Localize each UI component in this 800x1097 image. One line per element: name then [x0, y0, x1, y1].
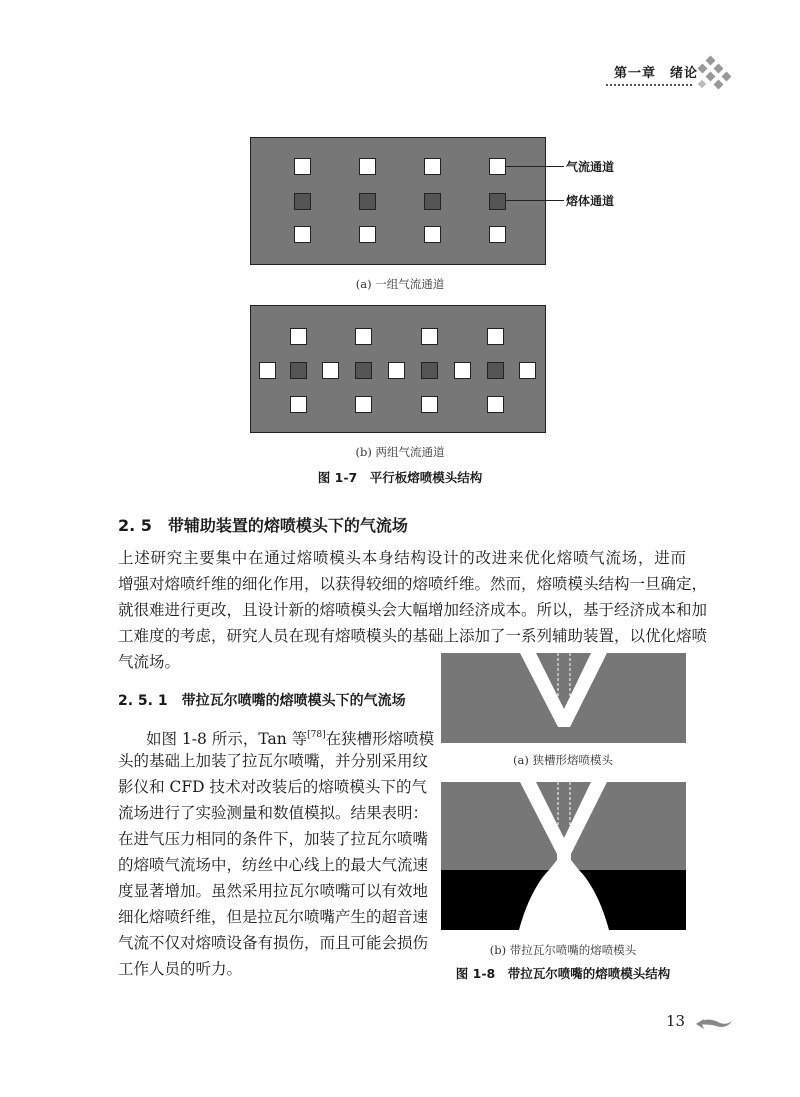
paragraph-line: 工难度的考虑，研究人员在现有熔喷模头的基础上添加了一系列辅助装置，以优化熔喷	[118, 627, 708, 645]
air-channel	[355, 396, 372, 413]
header-dotted-rule	[606, 84, 692, 86]
figure-1-7a-die-panel	[250, 137, 546, 265]
air-channel	[487, 396, 504, 413]
air-channel	[519, 362, 536, 379]
paragraph-line: 增强对熔喷纤维的细化作用，以获得较细的熔喷纤维。然而，熔喷模头结构一旦确定，	[118, 575, 708, 593]
air-channel	[489, 226, 506, 243]
callout-melt-channel: 熔体通道	[566, 194, 615, 208]
callout-line-melt	[506, 200, 564, 201]
melt-channel	[421, 362, 438, 379]
air-channel	[421, 328, 438, 345]
paragraph-line: 流场进行了实验测量和数值模拟。结果表明：	[118, 804, 429, 822]
chapter-header: 第一章 绪论	[613, 66, 698, 81]
page-number: 13	[666, 1012, 686, 1030]
diamond-ornament-icon	[693, 55, 733, 95]
paragraph-line: 气流场。	[118, 653, 181, 671]
paragraph-line: 上述研究主要集中在通过熔喷模头本身结构设计的改进来优化熔喷气流场，进而	[118, 549, 686, 567]
paragraph-text: 如图 1-8 所示，Tan 等	[146, 730, 308, 748]
figure-1-7-title: 图 1-7 平行板熔喷模头结构	[317, 470, 483, 485]
air-channel	[294, 226, 311, 243]
figure-1-8b-caption: (b) 带拉瓦尔喷嘴的熔喷模头	[489, 943, 637, 957]
air-channel	[259, 362, 276, 379]
paragraph-line: 度显著增加。虽然采用拉瓦尔喷嘴可以有效地	[118, 882, 429, 900]
paragraph-line: 就很难进行更改，且设计新的熔喷模头会大幅增加经济成本。所以，基于经济成本和加	[118, 601, 708, 619]
section-2-5-1-heading: 2. 5. 1 带拉瓦尔喷嘴的熔喷模头下的气流场	[118, 693, 406, 709]
figure-1-8-title: 图 1-8 带拉瓦尔喷嘴的熔喷模头结构	[455, 966, 671, 981]
melt-channel	[355, 362, 372, 379]
air-channel	[359, 226, 376, 243]
paragraph-line: 在进气压力相同的条件下，加装了拉瓦尔喷嘴	[118, 830, 429, 848]
melt-channel	[359, 193, 376, 210]
air-channel	[322, 362, 339, 379]
figure-1-7b-caption: (b) 两组气流通道	[355, 445, 445, 459]
citation-ref: [78]	[307, 730, 326, 740]
melt-channel	[424, 193, 441, 210]
air-channel	[355, 328, 372, 345]
paragraph-line: 工作人员的听力。	[118, 960, 243, 978]
melt-channel	[294, 193, 311, 210]
air-channel	[290, 396, 307, 413]
melt-channel	[487, 362, 504, 379]
callout-line-air	[506, 166, 564, 167]
air-channel	[388, 362, 405, 379]
air-channel	[454, 362, 471, 379]
air-channel	[487, 328, 504, 345]
air-channel	[424, 158, 441, 175]
air-channel	[294, 158, 311, 175]
paragraph-text: 在狭槽形熔喷模	[325, 730, 435, 748]
air-channel	[359, 158, 376, 175]
section-2-5-heading: 2. 5 带辅助装置的熔喷模头下的气流场	[118, 516, 408, 535]
air-channel	[489, 158, 506, 175]
melt-channel	[489, 193, 506, 210]
paragraph-line: 头的基础上加装了拉瓦尔喷嘴，并分别采用纹	[118, 752, 429, 770]
figure-1-8a-caption: (a) 狭槽形熔喷模头	[513, 753, 613, 767]
paragraph-line: 影仪和 CFD 技术对改装后的熔喷模头下的气	[118, 778, 427, 796]
paragraph-line-with-citation	[146, 725, 434, 749]
figure-1-8a-slot-die	[441, 653, 686, 743]
paragraph-line: 细化熔喷纤维，但是拉瓦尔喷嘴产生的超音速	[118, 908, 429, 926]
paragraph-line: 气流不仅对熔喷设备有损伤，而且可能会损伤	[118, 934, 429, 952]
paragraph-line: 的熔喷气流场中，纺丝中心线上的最大气流速	[118, 856, 429, 874]
air-channel	[421, 396, 438, 413]
figure-1-8b-laval-die	[441, 782, 686, 930]
figure-1-7a-caption: (a) 一组气流通道	[355, 277, 445, 291]
left-arrow-ornament-icon	[694, 1016, 734, 1032]
air-channel	[290, 328, 307, 345]
figure-1-7b-die-panel	[250, 305, 546, 433]
callout-air-channel: 气流通道	[566, 160, 615, 174]
air-channel	[424, 226, 441, 243]
melt-channel	[290, 362, 307, 379]
